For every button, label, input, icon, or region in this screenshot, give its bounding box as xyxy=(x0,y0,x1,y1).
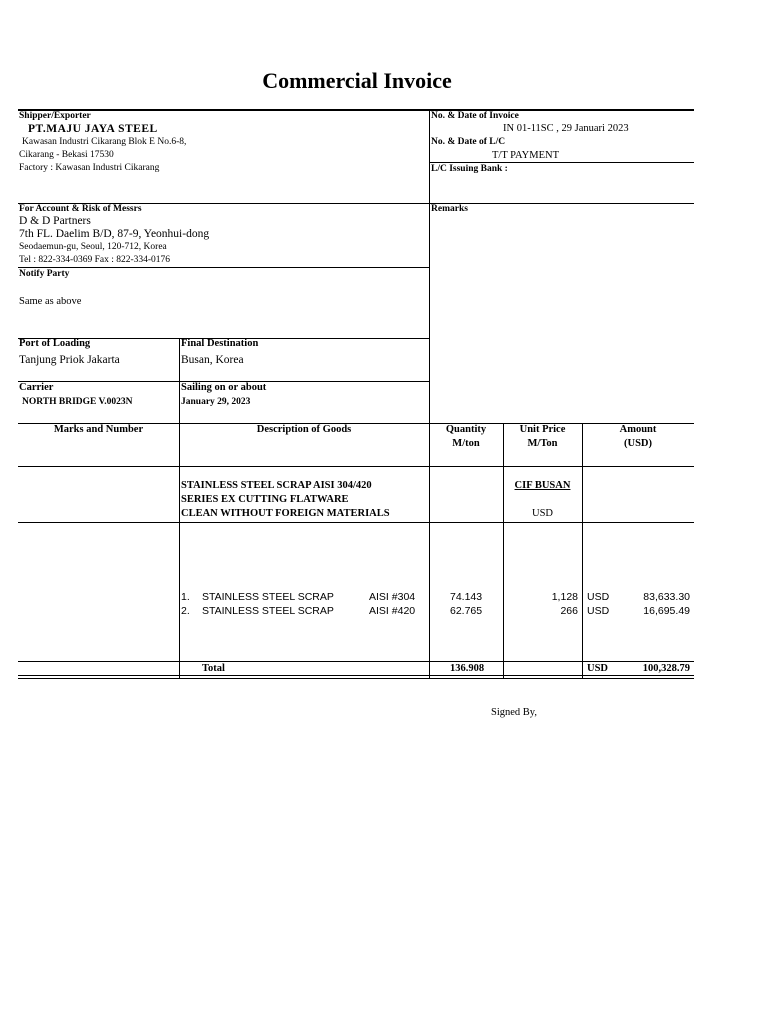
shipper-factory: Factory : Kawasan Industri Cikarang xyxy=(19,163,160,173)
account-address-1: 7th FL. Daelim B/D, 87-9, Yeonhui-dong xyxy=(19,228,210,240)
account-label: For Account & Risk of Messrs xyxy=(19,204,142,214)
destination-label: Final Destination xyxy=(181,338,259,349)
invoice-no-label: No. & Date of Invoice xyxy=(431,111,519,121)
item-1-quantity: 74.143 xyxy=(450,591,483,603)
goods-desc-line-1: STAINLESS STEEL SCRAP AISI 304/420 xyxy=(181,480,372,491)
shipper-address-2: Cikarang - Bekasi 17530 xyxy=(19,150,114,160)
header-quantity-unit: M/ton xyxy=(452,438,480,449)
total-underline xyxy=(18,675,694,676)
lc-value: T/T PAYMENT xyxy=(492,150,560,161)
divider-header xyxy=(18,466,694,467)
shipper-name: PT.MAJU JAYA STEEL xyxy=(28,123,158,135)
price-currency-note: USD xyxy=(531,508,553,519)
total-label: Total xyxy=(202,663,225,674)
destination-value: Busan, Korea xyxy=(181,354,244,366)
header-description: Description of Goods xyxy=(256,424,352,435)
divider-invoice xyxy=(429,162,694,163)
invoice-no-value: IN 01-11SC , 29 Januari 2023 xyxy=(503,123,629,134)
total-amount: 100,328.79 xyxy=(642,663,690,674)
carrier-label: Carrier xyxy=(19,382,54,393)
header-amount: Amount xyxy=(619,424,657,435)
shipper-label: Shipper/Exporter xyxy=(19,111,91,121)
divider-notify xyxy=(18,267,429,268)
total-quantity: 136.908 xyxy=(450,663,485,674)
divider-goods xyxy=(18,522,694,523)
item-1-currency: USD xyxy=(587,591,610,603)
col-line-1 xyxy=(179,423,180,678)
header-amount-unit: (USD) xyxy=(624,438,652,449)
goods-desc-line-3: CLEAN WITHOUT FOREIGN MATERIALS xyxy=(181,508,390,519)
item-2-number: 2. xyxy=(181,605,190,617)
sailing-value: January 29, 2023 xyxy=(181,397,251,407)
divider-total xyxy=(18,661,694,662)
shipper-address-1: Kawasan Industri Cikarang Blok E No.6-8, xyxy=(22,137,187,147)
account-name: D & D Partners xyxy=(19,215,91,227)
item-2-description: STAINLESS STEEL SCRAP xyxy=(202,605,334,617)
signed-by: Signed By, xyxy=(491,707,537,718)
notify-label: Notify Party xyxy=(19,269,70,279)
item-2-currency: USD xyxy=(587,605,610,617)
port-value: Tanjung Priok Jakarta xyxy=(19,354,120,366)
carrier-value: NORTH BRIDGE V.0023N xyxy=(22,397,133,407)
header-unit-price-unit: M/Ton xyxy=(527,438,558,449)
account-address-2: Seodaemun-gu, Seoul, 120-712, Korea xyxy=(19,242,167,252)
col-line-3 xyxy=(503,423,504,678)
lc-bank-label: L/C Issuing Bank : xyxy=(431,164,508,174)
mid-divider xyxy=(429,110,430,423)
header-unit-price: Unit Price xyxy=(519,424,566,435)
goods-desc-line-2: SERIES EX CUTTING FLATWARE xyxy=(181,494,349,505)
sailing-label: Sailing on or about xyxy=(181,382,267,393)
lc-label: No. & Date of L/C xyxy=(431,137,506,147)
notify-value: Same as above xyxy=(19,296,82,307)
item-1-number: 1. xyxy=(181,591,190,603)
item-2-unit-price: 266 xyxy=(560,605,578,617)
port-label: Port of Loading xyxy=(19,338,91,349)
item-1-unit-price: 1,128 xyxy=(551,591,578,603)
col-line-4 xyxy=(582,423,583,678)
total-double-underline xyxy=(18,678,694,679)
header-marks: Marks and Number xyxy=(53,424,144,435)
price-terms: CIF BUSAN xyxy=(514,480,571,491)
remarks-label: Remarks xyxy=(431,204,468,214)
account-tel: Tel : 822-334-0369 Fax : 822-334-0176 xyxy=(19,255,171,265)
item-1-description: STAINLESS STEEL SCRAP xyxy=(202,591,334,603)
total-currency: USD xyxy=(587,663,609,674)
item-2-amount: 16,695.49 xyxy=(643,605,690,617)
item-2-quantity: 62.765 xyxy=(450,605,483,617)
item-1-grade: AISI #304 xyxy=(369,591,416,603)
page-title: Commercial Invoice xyxy=(262,68,452,93)
item-1-amount: 83,633.30 xyxy=(643,591,690,603)
col-line-2 xyxy=(429,423,430,678)
header-quantity: Quantity xyxy=(445,424,487,435)
item-2-grade: AISI #420 xyxy=(369,605,416,617)
top-rule xyxy=(18,109,694,111)
